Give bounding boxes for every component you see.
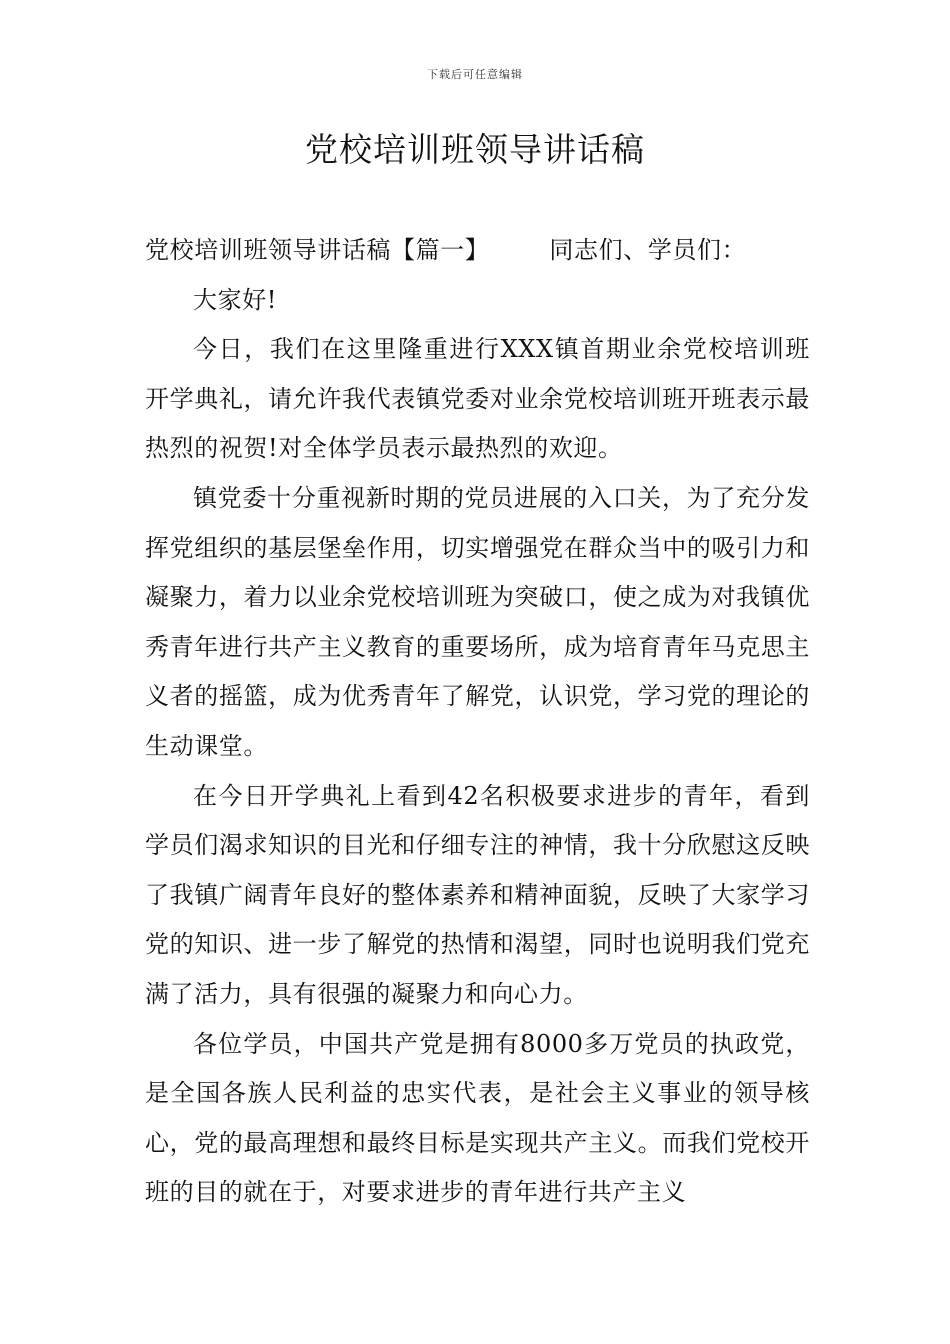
document-title: 党校培训班领导讲话稿 <box>305 130 645 169</box>
paragraph: 各位学员，中国共产党是拥有8000多万党员的执政党，是全国各族人民利益的忠实代表，是社会主义事业的领导核心，党的最高理想和最终目标是实现共产主义。而我们党校开班的目的就在于，对要求进步的青年进行共产主义 <box>145 1029 810 1207</box>
paragraph: 大家好! <box>193 285 278 314</box>
paragraph: 在今日开学典礼上看到42名积极要求进步的青年，看到学员们渴求知识的目光和仔细专注的神情，我十分欣慰这反映了我镇广阔青年良好的整体素养和精神面貌，反映了大家学习党的知识、进一步了解党的热情和渴望，同时也说明我们党充满了活力，具有很强的凝聚力和向心力。 <box>145 781 810 1008</box>
header-note: 下载后可任意编辑 <box>427 68 523 81</box>
salutation: 同志们、学员们： <box>549 236 747 264</box>
section-heading: 党校培训班领导讲话稿【篇一】 <box>145 236 490 264</box>
paragraph: 今日，我们在这里隆重进行XXX镇首期业余党校培训班开学典礼，请允许我代表镇党委对业余党校培训班开班表示最热烈的祝贺!对全体学员表示最热烈的欢迎。 <box>145 335 810 463</box>
paragraph: 镇党委十分重视新时期的党员进展的入口关，为了充分发挥党组织的基层堡垒作用，切实增强党在群众当中的吸引力和凝聚力，着力以业余党校培训班为突破口，使之成为对我镇优秀青年进行共产主义教育的重要场所，成为培育青年马克思主义者的摇篮，成为优秀青年了解党，认识党，学习党的理论的生动课堂。 <box>145 483 810 760</box>
spacer <box>489 226 549 276</box>
opening-line <box>145 226 810 276</box>
document-body <box>145 226 810 1218</box>
